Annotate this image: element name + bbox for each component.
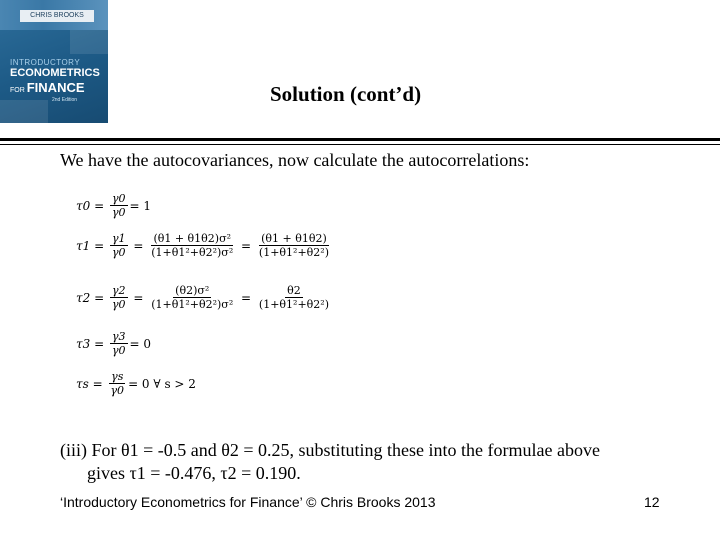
cover-title-line2: ECONOMETRICS bbox=[10, 67, 100, 79]
cover-title-line3: FOR FINANCE bbox=[10, 80, 85, 95]
equation-tau3: τ3 = $\frac{\gamma 3}{\gamma 0}$ = 0 bbox=[76, 330, 152, 357]
fraction: $\frac{\text{(θ1 + θ1θ2)σ²}}{\text{(1+θ1²+θ2²)σ²}}$ bbox=[151, 232, 234, 259]
fraction: $\frac{\text{(θ2)σ²}}{\text{(1+θ1²+θ2²)σ²}}$ bbox=[151, 284, 234, 311]
equation-taus: τs = $\frac{\gamma s}{\gamma 0}$ = 0 ∀ s > 2 bbox=[76, 370, 196, 397]
equation-tau2: τ2 = $\frac{\gamma 2}{\gamma 0}$ = $\frac{\text{(θ2)σ²}}{\text{(1+θ1²+θ2²)σ²}}$ = $\frac{\theta 2}{\text{(1+θ1²+θ2²)}}$ bbox=[76, 284, 329, 311]
fraction: $\frac{\theta 2}{\text{(1+θ1²+θ2²)}}$ bbox=[258, 284, 329, 311]
footer-citation: ‘Introductory Econometrics for Finance’ © Chris Brooks 2013 bbox=[60, 494, 436, 510]
result-line-1: (iii) For θ1 = -0.5 and θ2 = 0.25, substituting these into the formulae above bbox=[60, 440, 600, 460]
title-rule-thin bbox=[0, 144, 720, 145]
intro-text: We have the autocovariances, now calculate the autocorrelations: bbox=[60, 150, 530, 170]
title-rule-thick bbox=[0, 138, 720, 141]
fraction: $\frac{\gamma 2}{\gamma 0}$ bbox=[111, 284, 126, 311]
page-number: 12 bbox=[644, 494, 660, 510]
book-cover-image bbox=[0, 0, 108, 123]
equation-tau1: τ1 = $\frac{\gamma 1}{\gamma 0}$ = $\frac{\text{(θ1 + θ1θ2)σ²}}{\text{(1+θ1²+θ2²)σ²}}$ = $\frac{(\theta 1 + \theta 1\theta 2)}{\text{(1+θ1²+θ2²)}}$ bbox=[76, 232, 329, 259]
fraction: $\frac{(\theta 1 + \theta 1\theta 2)}{\text{(1+θ1²+θ2²)}}$ bbox=[258, 232, 329, 259]
result-text bbox=[60, 439, 600, 485]
slide-title: Solution (cont’d) bbox=[270, 82, 422, 106]
fraction: $\frac{\gamma 1}{\gamma 0}$ bbox=[111, 232, 126, 259]
result-line-2: gives τ1 = -0.476, τ2 = 0.190. bbox=[87, 463, 301, 483]
equation-tau0: τ0 = $\frac{\gamma 0}{\gamma 0}$ = 1 bbox=[76, 192, 152, 219]
fraction: $\frac{\gamma s}{\gamma 0}$ bbox=[110, 370, 125, 397]
cover-edition: 2nd Edition bbox=[52, 97, 78, 103]
cover-author: CHRIS BROOKS bbox=[20, 10, 94, 22]
fraction: $\frac{\gamma 0}{\gamma 0}$ bbox=[111, 192, 126, 219]
fraction: $\frac{\gamma 3}{\gamma 0}$ bbox=[111, 330, 126, 357]
cover-title-line1: INTRODUCTORY bbox=[10, 58, 81, 67]
